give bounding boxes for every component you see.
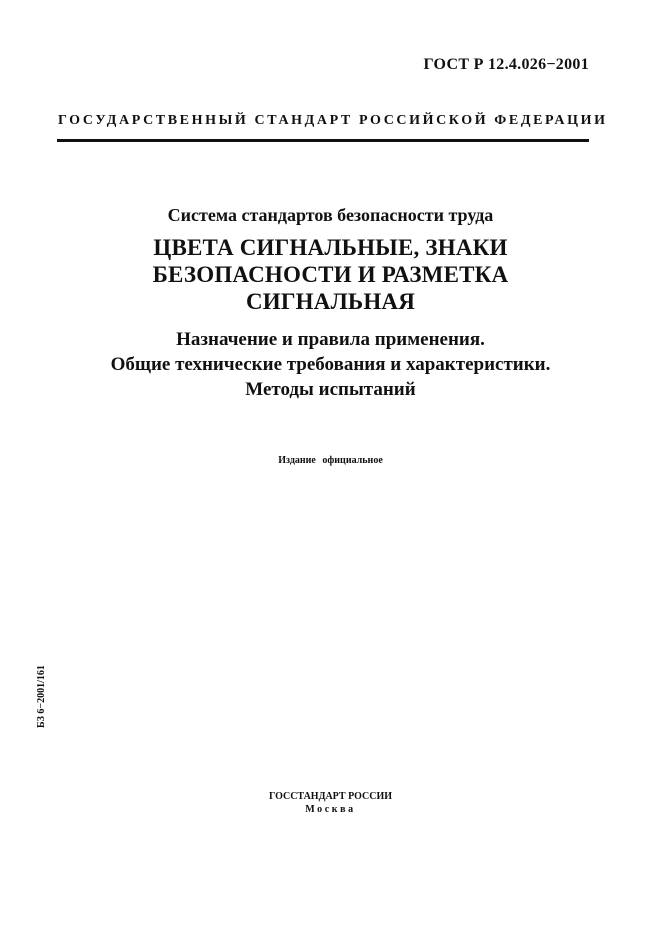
subtitle [0,327,661,402]
subtitle-line: Общие технические требования и характеристики. [110,354,551,375]
header-divider [57,139,589,142]
document-number: ГОСТ Р 12.4.026−2001 [423,56,589,73]
state-standard-heading: ГОСУДАРСТВЕННЫЙ СТАНДАРТ РОССИЙСКОЙ ФЕДЕРАЦИИ [58,113,608,128]
side-code: БЗ 6−2001/161 [36,665,47,728]
publisher-name: ГОССТАНДАРТ РОССИИ [268,791,393,802]
main-title [0,234,661,315]
publisher [0,790,661,816]
edition-label: Издание официальное [278,455,383,466]
standards-series-title: Система стандартов безопасности труда [167,205,494,225]
publisher-city: Москва [305,804,356,815]
main-title-line: ЦВЕТА СИГНАЛЬНЫЕ, ЗНАКИ [153,235,508,260]
subtitle-line: Методы испытаний [245,379,416,400]
subtitle-line: Назначение и правила применения. [176,329,485,350]
main-title-line: СИГНАЛЬНАЯ [245,289,416,314]
title-block [0,203,661,402]
main-title-line: БЕЗОПАСНОСТИ И РАЗМЕТКА [152,262,509,287]
